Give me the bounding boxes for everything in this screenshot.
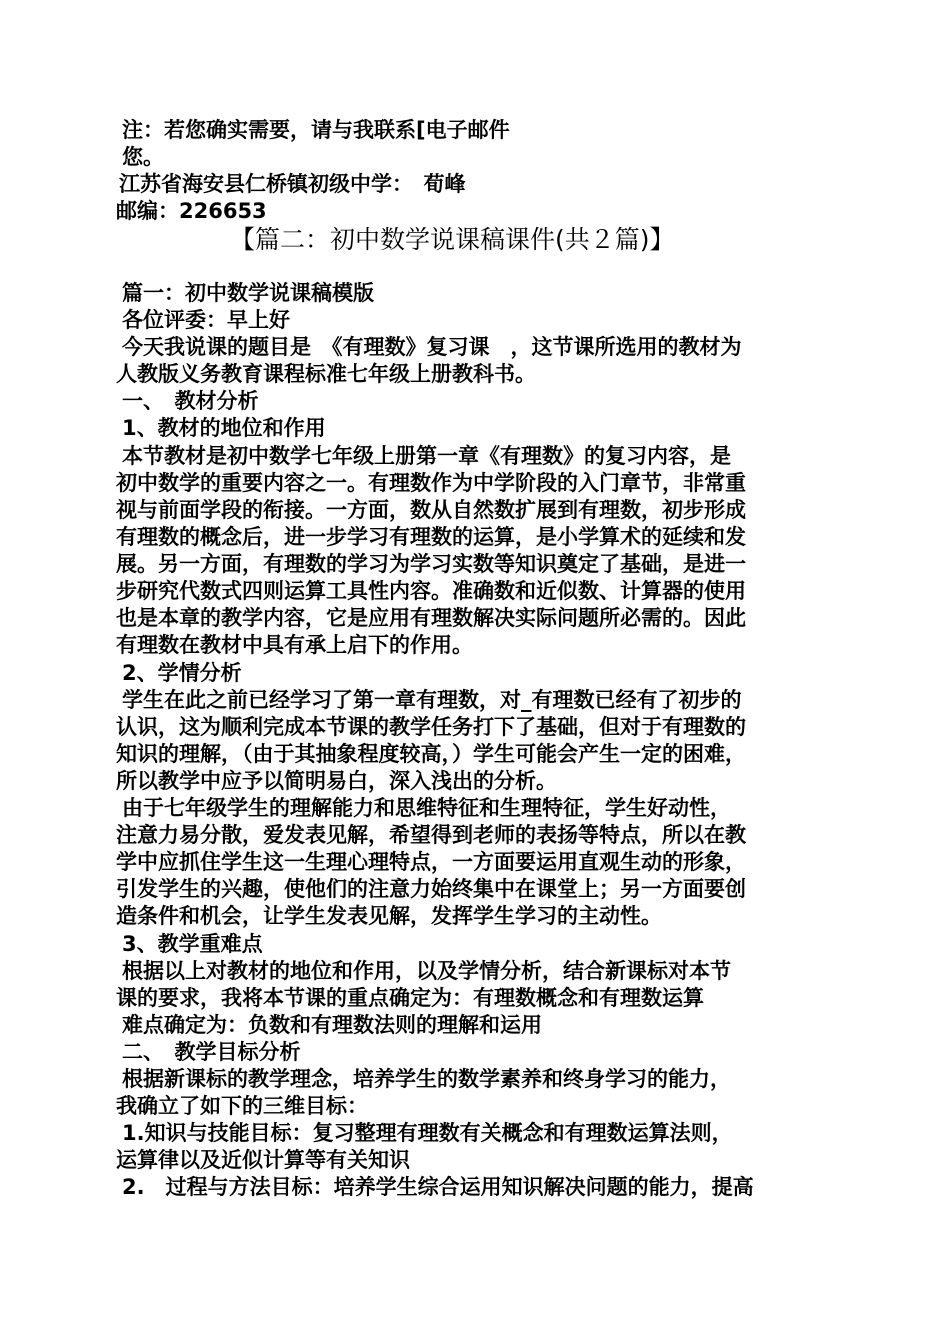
body-line: 各位评委：早上好: [122, 308, 290, 332]
body-line: 展。另一方面，有理数的学习为学习实数等知识奠定了基础，是进一: [116, 552, 746, 576]
body-line: 学生在此之前已经学习了第一章有理数，对_有理数已经有了初步的: [122, 688, 742, 712]
body-line: 根据以上对教材的地位和作用，以及学情分析，结合新课标对本节: [122, 959, 731, 983]
heading-material-analysis: 一、 教材分析: [122, 389, 259, 413]
body-line: 注意力易分散，爱发表见解，希望得到老师的表扬等特点，所以在教: [116, 823, 746, 847]
body-line: 引发学生的兴趣，使他们的注意力始终集中在课堂上；另一方面要创: [116, 877, 746, 901]
body-line: 根据新课标的教学理念，培养学生的数学素养和终身学习的能力，: [122, 1067, 731, 1091]
body-line: 2. 过程与方法目标：培养学生综合运用知识解决问题的能力，提高: [122, 1175, 754, 1199]
contact-note: 注：若您确实需要，请与我联系[电子邮件: [122, 118, 510, 142]
subheading: 3、教学重难点: [122, 932, 263, 956]
body-line: 初中数学的重要内容之一。有理数作为中学阶段的入门章节，非常重: [116, 471, 746, 495]
body-line: 1.知识与技能目标：复习整理有理数有关概念和有理数运算法则，: [122, 1121, 733, 1145]
body-line: 知识的理解，（由于其抽象程度较高，）学生可能会产生一定的困难，: [116, 742, 746, 766]
body-line: 步研究代数式四则运算工具性内容。准确数和近似数、计算器的使用: [116, 579, 746, 603]
body-line: 课的要求，我将本节课的重点确定为：有理数概念和有理数运算: [116, 986, 704, 1010]
body-line: 我确立了如下的三维目标：: [116, 1094, 368, 1118]
body-line: 有理数的概念后，进一步学习有理数的运算，是小学算术的延续和发: [116, 525, 746, 549]
body-line: 运算律以及近似计算等有关知识: [116, 1148, 410, 1172]
postal-code: 邮编：226653: [116, 199, 267, 223]
subheading: 1、教材的地位和作用: [122, 416, 326, 440]
body-line: 篇一：初中数学说课稿模版: [122, 281, 374, 305]
section-title: 【篇二：初中数学说课稿课件(共２篇)】: [230, 225, 675, 254]
body-line: 也是本章的教学内容，它是应用有理数解决实际问题所必需的。因此: [116, 606, 746, 630]
body-line: 本节教材是初中数学七年级上册第一章《有理数》的复习内容，是: [122, 444, 731, 468]
contact-note-end: 您。: [122, 145, 164, 169]
school-name: 江苏省海安县仁桥镇初级中学： 荀峰: [119, 172, 466, 196]
body-line: 视与前面学段的衔接。一方面，数从自然数扩展到有理数，初步形成: [116, 498, 746, 522]
body-line: 认识，这为顺利完成本节课的教学任务打下了基础，但对于有理数的: [116, 715, 746, 739]
body-line: 造条件和机会，让学生发表见解，发挥学生学习的主动性。: [116, 904, 662, 928]
body-line: 由于七年级学生的理解能力和思维特征和生理特征，学生好动性，: [122, 796, 731, 820]
subheading: 2、学情分析: [122, 661, 242, 685]
body-line: 所以教学中应予以简明易白，深入浅出的分析。: [116, 769, 557, 793]
body-line: 有理数在教材中具有承上启下的作用。: [116, 633, 473, 657]
body-line: 今天我说课的题目是 《有理数》复习课 ，这节课所选用的教材为: [122, 335, 742, 359]
body-line: 学中应抓住学生这一生理心理特点，一方面要运用直观生动的形象，: [116, 850, 746, 874]
body-line: 人教版义务教育课程标准七年级上册教科书。: [116, 362, 536, 386]
body-line: 难点确定为：负数和有理数法则的理解和运用: [122, 1013, 542, 1037]
heading-objectives: 二、 教学目标分析: [122, 1040, 301, 1064]
